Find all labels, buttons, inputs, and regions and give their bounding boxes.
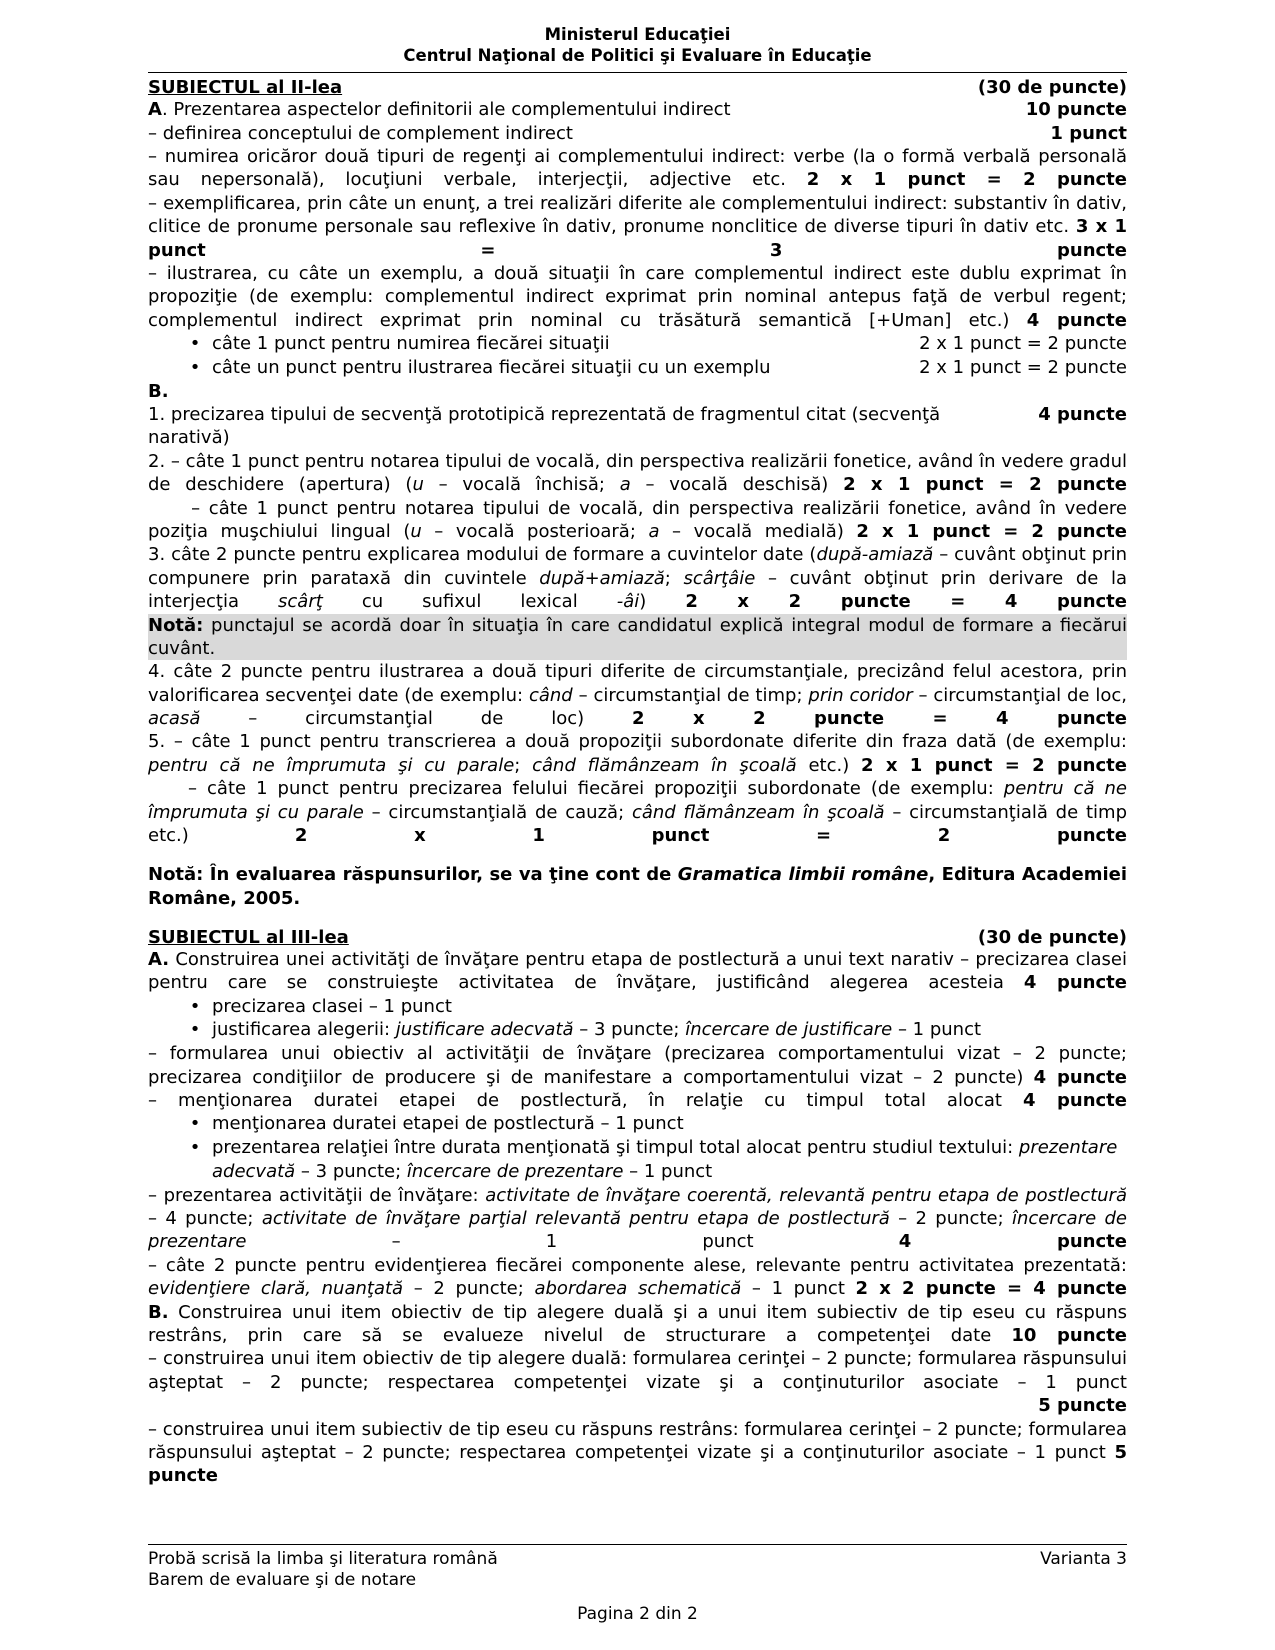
bullet-text <box>212 1018 981 1042</box>
note-label: Notă: <box>148 614 204 636</box>
footer-variant: Varianta 3 <box>1040 1548 1127 1569</box>
item-points: 4 puncte <box>1026 309 1127 331</box>
item-text: etc.) <box>796 754 850 776</box>
item-text: – vocală medială) <box>659 520 844 542</box>
item-text: – câte 1 punct pentru precizarea felului fiecărei propoziţii subordonate (de exemplu: <box>188 778 1004 800</box>
item-emph: scârţ <box>278 591 323 613</box>
final-note-text: Notă: În evaluarea răspunsurilor, se va ţine cont de <box>148 864 678 886</box>
item-emph: când <box>528 684 573 706</box>
item-text: ; <box>664 567 684 589</box>
item-emph: prin coridor <box>808 684 913 706</box>
item-points: 2 x 2 puncte = 4 puncte <box>855 1278 1127 1300</box>
b-label-text: B. <box>148 380 169 402</box>
item-emph: evidenţiere clară, nuanţată <box>148 1278 404 1300</box>
item-text: 1. precizarea tipului de secvenţă prototipică reprezentată de fragmentul citat (secvenţă narativă) <box>148 404 941 449</box>
bullet-pre: justificarea alegerii: <box>212 1019 396 1041</box>
subject-3-item-duration <box>148 1089 1127 1112</box>
item-text: – cuvânt obţinut prin derivare de la interjecţia <box>148 567 1127 613</box>
item-text: 3. câte 2 puncte pentru explicarea modului de formare a cuvintelor date ( <box>148 544 817 566</box>
header-ministry: Ministerul Educaţiei <box>544 25 731 44</box>
note-text: punctajul se acordă doar în situaţia în care candidatul explică integral modul de formare a fiecărui cuvânt. <box>148 614 1127 659</box>
subject-3-title: SUBIECTUL al III-lea <box>148 926 349 948</box>
header-center: Centrul Naţional de Politici şi Evaluare în Educaţie <box>403 46 872 66</box>
bullet-text: precizarea clasei – 1 punct <box>212 995 452 1017</box>
item-emph: -âi <box>616 591 640 613</box>
subject-2-item-1 <box>148 122 1127 145</box>
subject-3-b-points: 10 puncte <box>1011 1324 1128 1346</box>
item-text: ; <box>514 754 533 776</box>
item-points: 5 puncte <box>1038 1395 1127 1417</box>
subject-3-b-item-1-points-line <box>148 1394 1127 1417</box>
item-text: – prezentarea activităţii de învăţare: <box>148 1184 486 1206</box>
subject-3-points: (30 de puncte) <box>977 926 1127 948</box>
item-text: – 4 puncte; <box>148 1208 262 1230</box>
bullet-text: câte 1 punct pentru numirea fiecărei situaţii <box>212 333 610 355</box>
subject-3-item-components <box>148 1254 1127 1301</box>
subject-2-a-line <box>148 98 1127 121</box>
bullet-text: câte un punct pentru ilustrarea fiecărei situaţii cu un exemplu <box>212 356 771 378</box>
item-text: – circumstanţială de timp etc.) <box>148 801 1127 847</box>
subject-3-a-text: Construirea unei activităţi de învăţare pentru etapa de postlectură a unui text narativ – precizarea clasei pentru care se construieşte activitatea de învăţare, justificând alegerea acesteia <box>148 948 1127 994</box>
item-text: – numirea oricăror două tipuri de regenţi ai complementului indirect: verbe (la o formă verbală personală sau nepersonală), locuţiuni verbale, interjecţii, adjective etc. <box>148 146 1127 191</box>
item-text: – circumstanţial de timp; <box>572 684 809 706</box>
item-emph: u <box>410 520 422 542</box>
subject-2-points: (30 de puncte) <box>977 77 1127 99</box>
subject-2-b-item-3 <box>148 543 1127 613</box>
document-header <box>148 24 1127 66</box>
item-points: 2 x 2 puncte = 4 puncte <box>685 591 1127 613</box>
subject-2-heading <box>148 77 1127 98</box>
subject-3-bullet-4 <box>178 1136 1127 1184</box>
item-points: 4 puncte <box>1033 1066 1127 1088</box>
bullet-dot-icon: • <box>189 1113 201 1135</box>
item-text: 2. – câte 1 punct pentru notarea tipului de vocală, din perspectiva realizării fonetice, având în vedere gradul de deschidere (apertura) ( <box>148 450 1127 496</box>
item-points: 1 punct <box>1050 122 1127 144</box>
footer-divider <box>148 1544 1127 1545</box>
subject-2-b-item-2b <box>148 497 1127 544</box>
item-text: – exemplificarea, prin câte un enunţ, a trei realizări diferite ale complementului indirect: substantiv în dativ, clitice de pronume personale sau reflexive în dativ, pronume nonclitice de diverse tipuri în dativ etc. <box>148 192 1127 238</box>
item-emph: pentru că ne împrumuta şi cu parale <box>148 778 1127 823</box>
item-text: – circumstanţial de loc, <box>912 684 1127 706</box>
bullet-text: menţionarea duratei etapei de postlectură – 1 punct <box>212 1113 684 1135</box>
bullet-pre: prezentarea relaţiei între durata menţionată şi timpul total alocat pentru studiul textului: <box>212 1137 1019 1159</box>
subject-2-b-item-5 <box>148 730 1127 777</box>
bullet-emph: justificare adecvată <box>395 1019 574 1041</box>
bullet-dot-icon: • <box>189 995 201 1017</box>
subject-2-final-note <box>148 863 1127 911</box>
bullet-post: – 1 punct <box>892 1019 982 1041</box>
item-emph: activitate de învăţare parţial relevantă pentru etapa de postlectură <box>261 1208 890 1230</box>
subject-3-a-label: A. <box>148 948 170 970</box>
bullet-points: 2 x 1 punct = 2 puncte <box>919 333 1127 355</box>
item-text: – formularea unui obiectiv al activităţii de învăţare (precizarea comportamentului vizat – 2 puncte; precizarea condiţiilor de producere şi de manifestare a comportamentului vizat – 2 puncte) <box>148 1043 1127 1088</box>
item-emph: acasă <box>148 708 201 730</box>
subject-3-bullet-2 <box>178 1018 1127 1042</box>
item-text: – 1 punct <box>741 1278 845 1300</box>
item-points: 2 x 1 punct = 2 puncte <box>861 754 1127 776</box>
subject-3-b-label: B. <box>148 1301 169 1323</box>
subject-2-a-label: A <box>148 99 162 121</box>
item-text: – circumstanţială de cauză; <box>363 801 632 823</box>
subject-3-b-item-2 <box>148 1418 1127 1488</box>
item-text: ) <box>639 591 647 613</box>
footer-left-line1: Probă scrisă la limba şi literatura română <box>148 1548 498 1569</box>
item-text: – 1 punct <box>246 1231 754 1253</box>
item-emph: u <box>412 474 424 496</box>
item-points: 2 x 1 punct = 2 puncte <box>294 825 1127 847</box>
item-points: 3 x 1 punct = 3 puncte <box>148 216 1127 261</box>
subject-2-bullet-1 <box>178 332 1127 356</box>
item-text: – construirea unui item obiectiv de tip alegere duală: formularea cerinţei – 2 puncte; formularea răspunsului aşteptat – 2 puncte; respectarea competenţei vizate şi a conţinuturilor asociate – 1 punct <box>148 1348 1127 1393</box>
subject-2-b-item-2a <box>148 450 1127 497</box>
final-note-text: , Editura Academiei Române, 2005. <box>148 864 1128 910</box>
item-text: 5. – câte 1 punct pentru transcrierea a două propoziţii subordonate diferite din fraza dată (de exemplu: <box>148 731 1127 753</box>
subject-2-item-3 <box>148 192 1127 262</box>
subject-3-b-text: Construirea unui item obiectiv de tip alegere duală şi a unui item subiectiv de tip eseu cu răspuns restrâns, prin care să se evalueze nivelul de structurare a competenţei date <box>148 1301 1127 1346</box>
item-emph: a <box>619 474 631 496</box>
subject-3-item-presentation <box>148 1184 1127 1254</box>
subject-3-bullet-1 <box>178 995 1127 1019</box>
subject-2-item-4 <box>148 262 1127 332</box>
item-text: – construirea unui item subiectiv de tip eseu cu răspuns restrâns: formularea cerinţei – 2 puncte; formularea răspunsului aşteptat – 2 puncte; respectarea competenţei vizate şi a conţinuturilor asociate – 1 punct <box>148 1418 1127 1463</box>
subject-2-b-item-4 <box>148 660 1127 730</box>
bullet-dot-icon: • <box>189 1019 201 1041</box>
item-emph: după+amiază <box>539 567 665 589</box>
subject-3-a-points: 4 puncte <box>1023 972 1127 994</box>
bullet-mid: – 3 puncte; <box>295 1160 407 1182</box>
subject-3-item-objective <box>148 1042 1127 1089</box>
item-text: – cuvânt obţinut prin compunere prin parataxă din cuvintele <box>148 544 1127 589</box>
item-emph: abordarea schematică <box>534 1278 742 1300</box>
item-emph: activitate de învăţare coerentă, relevantă pentru etapa de postlectură <box>485 1184 1127 1206</box>
item-text: – 2 puncte; <box>889 1208 1012 1230</box>
subject-3-heading <box>148 927 1127 948</box>
item-emph: pentru că ne împrumuta şi cu parale <box>148 754 515 776</box>
item-points: 4 puncte <box>1022 1090 1127 1111</box>
item-emph: încercare de prezentare <box>148 1208 1128 1253</box>
item-text: – vocală deschisă) <box>630 474 829 496</box>
item-points: 2 x 1 punct = 2 puncte <box>806 169 1127 191</box>
subject-2-a-text: . Prezentarea aspectelor definitorii ale complementului indirect <box>161 99 731 121</box>
item-emph: a <box>648 520 660 542</box>
subject-2-item-2 <box>148 145 1127 192</box>
item-text: cu sufixul lexical <box>322 591 617 613</box>
subject-3-a-line <box>148 948 1127 995</box>
footer-page-number: Pagina 2 din 2 <box>577 1604 698 1624</box>
bullet-dot-icon: • <box>189 1137 201 1159</box>
item-points: 2 x 1 punct = 2 puncte <box>843 474 1127 496</box>
item-points: 4 puncte <box>898 1231 1127 1253</box>
item-text: 4. câte 2 puncte pentru ilustrarea a două tipuri diferite de circumstanţiale, precizând felul acestora, prin valorificarea secvenţei date (de exemplu: <box>148 661 1127 706</box>
bullet-emph: încercare de prezentare <box>406 1160 624 1182</box>
item-text: – ilustrarea, cu câte un exemplu, a două situaţii în care complementul indirect este dublu exprimat în propoziţie (de exemplu: complementul indirect exprimat prin nominal antepus faţă de verbul regent; complementul indirect exprimat prin nominal cu trăsătură semantică [+Uman] etc.) <box>148 262 1127 331</box>
bullet-post: – 1 punct <box>623 1160 713 1182</box>
item-points: 5 puncte <box>148 1441 1127 1487</box>
bullet-dot-icon: • <box>189 356 201 378</box>
subject-2-title: SUBIECTUL al II-lea <box>148 77 343 99</box>
bullet-mid: – 3 puncte; <box>573 1019 686 1041</box>
bullet-points: 2 x 1 punct = 2 puncte <box>919 356 1127 378</box>
item-points: 4 puncte <box>1038 404 1127 426</box>
item-text: – definirea conceptului de complement indirect <box>148 122 573 144</box>
item-text: – vocală închisă; <box>423 474 620 496</box>
bullet-emph: încercare de justificare <box>685 1019 893 1041</box>
footer-left-line2: Barem de evaluare şi de notare <box>148 1570 417 1591</box>
subject-3-b-item-1 <box>148 1347 1127 1394</box>
item-text: – vocală posterioară; <box>421 520 649 542</box>
item-text: – câte 2 puncte pentru evidenţierea fiecărei componente alese, relevante pentru activitatea prezentată: <box>148 1254 1127 1276</box>
bullet-dot-icon: • <box>189 333 201 355</box>
item-text: – câte 1 punct pentru notarea tipului de vocală, din perspectiva realizării fonetice, având în vedere poziţia muşchiului lingual ( <box>148 497 1127 542</box>
item-emph: după-amiază <box>816 544 934 566</box>
subject-2-bullet-2 <box>178 356 1127 380</box>
item-text: – circumstanţial de loc) <box>200 708 585 730</box>
item-emph: când flămânzeam în şcoală <box>532 754 797 776</box>
subject-3-b-line <box>148 1301 1127 1348</box>
item-text: – menţionarea duratei etapei de postlectură, în relaţie cu timpul total alocat <box>148 1090 1002 1111</box>
item-points: 2 x 2 puncte = 4 puncte <box>632 708 1127 730</box>
header-divider <box>148 72 1127 73</box>
subject-2-b-label <box>148 380 1127 403</box>
bullet-text <box>212 1136 1127 1184</box>
item-points: 2 x 1 punct = 2 puncte <box>856 520 1127 542</box>
subject-2-b-item-5b <box>148 777 1127 847</box>
subject-2-a-points: 10 puncte <box>1025 99 1127 121</box>
item-emph: scârţâie <box>683 567 756 589</box>
subject-2-b-item-1 <box>148 403 1127 450</box>
item-text: – 2 puncte; <box>403 1278 535 1300</box>
document-footer <box>148 1538 1127 1625</box>
final-note-emph: Gramatica limbii române <box>677 864 929 886</box>
subject-3-bullet-3 <box>178 1112 1127 1136</box>
item-emph: când flămânzeam în şcoală <box>631 801 885 823</box>
bullet-emph: prezentare adecvată <box>212 1137 1118 1182</box>
subject-2-note-highlight <box>148 614 1127 661</box>
